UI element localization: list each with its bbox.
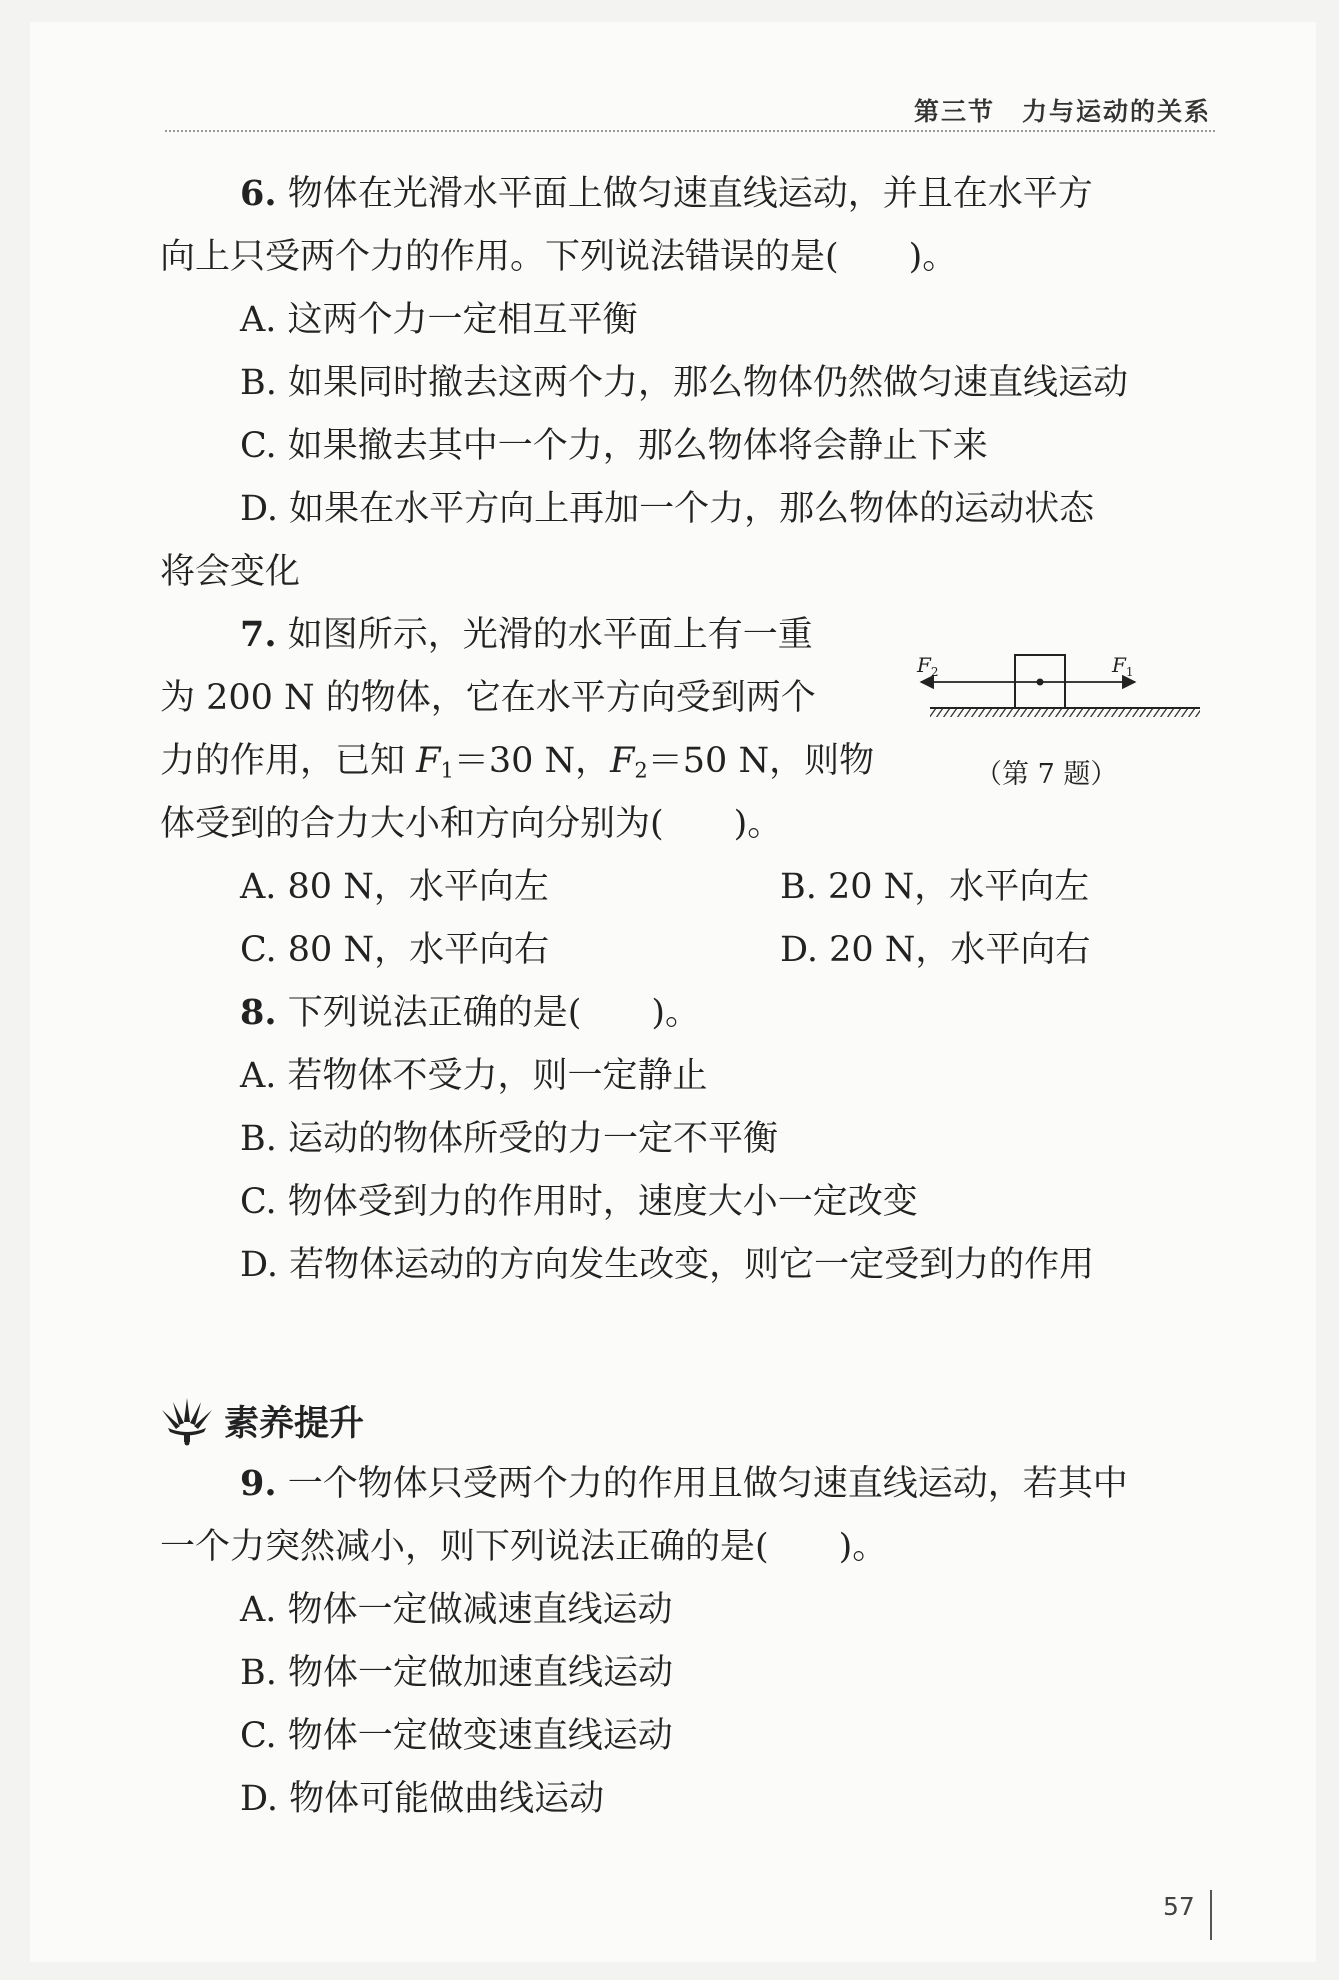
q7-option-b: B. 20 N，水平向左: [780, 867, 1090, 907]
section-title: 素养提升: [224, 1404, 365, 1444]
force-diagram-svg: [915, 648, 1215, 758]
page-number: 57: [1163, 1892, 1195, 1921]
q9-number: 9.: [240, 1463, 277, 1504]
f2-symbol: F: [610, 741, 635, 781]
q7-option-a: A. 80 N，水平向左: [240, 867, 549, 907]
q6-option-a: A. 这两个力一定相互平衡: [240, 300, 638, 340]
running-header: [165, 92, 1215, 132]
q7-stem-line4: 体受到的合力大小和方向分别为( )。: [160, 804, 783, 844]
crown-icon: [160, 1396, 214, 1446]
q8-option-b: B. 运动的物体所受的力一定不平衡: [240, 1119, 778, 1159]
q7-option-d: D. 20 N，水平向右: [780, 930, 1091, 970]
ground-hatch: [930, 708, 1200, 717]
q6-option-b: B. 如果同时撤去这两个力，那么物体仍然做匀速直线运动: [240, 363, 1128, 403]
q6-option-d-line1: D. 如果在水平方向上再加一个力，那么物体的运动状态: [240, 489, 1095, 529]
q6-option-d-line2: 将会变化: [160, 552, 301, 592]
page-number-rule: [1210, 1890, 1212, 1940]
q8-option-a: A. 若物体不受力，则一定静止: [240, 1056, 708, 1096]
header-section-title: 第三节 力与运动的关系: [913, 97, 1211, 126]
q7-stem-line2: 为 200 N 的物体，它在水平方向受到两个: [160, 678, 816, 718]
f1-symbol: F: [416, 741, 441, 781]
q6-stem-line2: 向上只受两个力的作用。下列说法错误的是( )。: [160, 237, 958, 277]
q8-stem: 8. 下列说法正确的是( )。: [240, 992, 700, 1033]
label-f1: $F_1$: [1112, 653, 1134, 679]
q7-stem-line1: 7. 如图所示，光滑的水平面上有一重: [240, 614, 813, 655]
q9-stem-line2: 一个力突然减小，则下列说法正确的是( )。: [160, 1527, 888, 1567]
q8-option-c: C. 物体受到力的作用时，速度大小一定改变: [240, 1182, 918, 1222]
q6-option-c: C. 如果撤去其中一个力，那么物体将会静止下来: [240, 426, 988, 466]
q7-option-c: C. 80 N，水平向右: [240, 930, 550, 970]
q8-number: 8.: [240, 992, 277, 1033]
q6-stem-line1: 6. 物体在光滑水平面上做匀速直线运动，并且在水平方: [240, 173, 1093, 214]
label-f2: $F_2$: [917, 653, 939, 679]
q7-number: 7.: [240, 614, 277, 655]
section-heading: [160, 1393, 364, 1449]
q7-stem-line3: 力的作用，已知 $F_1=30$ N，$F_2=50$ N，则物: [160, 741, 875, 783]
q9-option-a: A. 物体一定做减速直线运动: [240, 1590, 673, 1630]
q9-option-b: B. 物体一定做加速直线运动: [240, 1653, 673, 1693]
q8-option-d: D. 若物体运动的方向发生改变，则它一定受到力的作用: [240, 1245, 1095, 1285]
q7-figure-caption: （第 7 题）: [975, 759, 1118, 790]
q6-number: 6.: [240, 173, 277, 214]
q9-stem-line1: 9. 一个物体只受两个力的作用且做匀速直线运动，若其中: [240, 1463, 1128, 1504]
q9-option-c: C. 物体一定做变速直线运动: [240, 1716, 673, 1756]
q9-option-d: D. 物体可能做曲线运动: [240, 1779, 605, 1819]
